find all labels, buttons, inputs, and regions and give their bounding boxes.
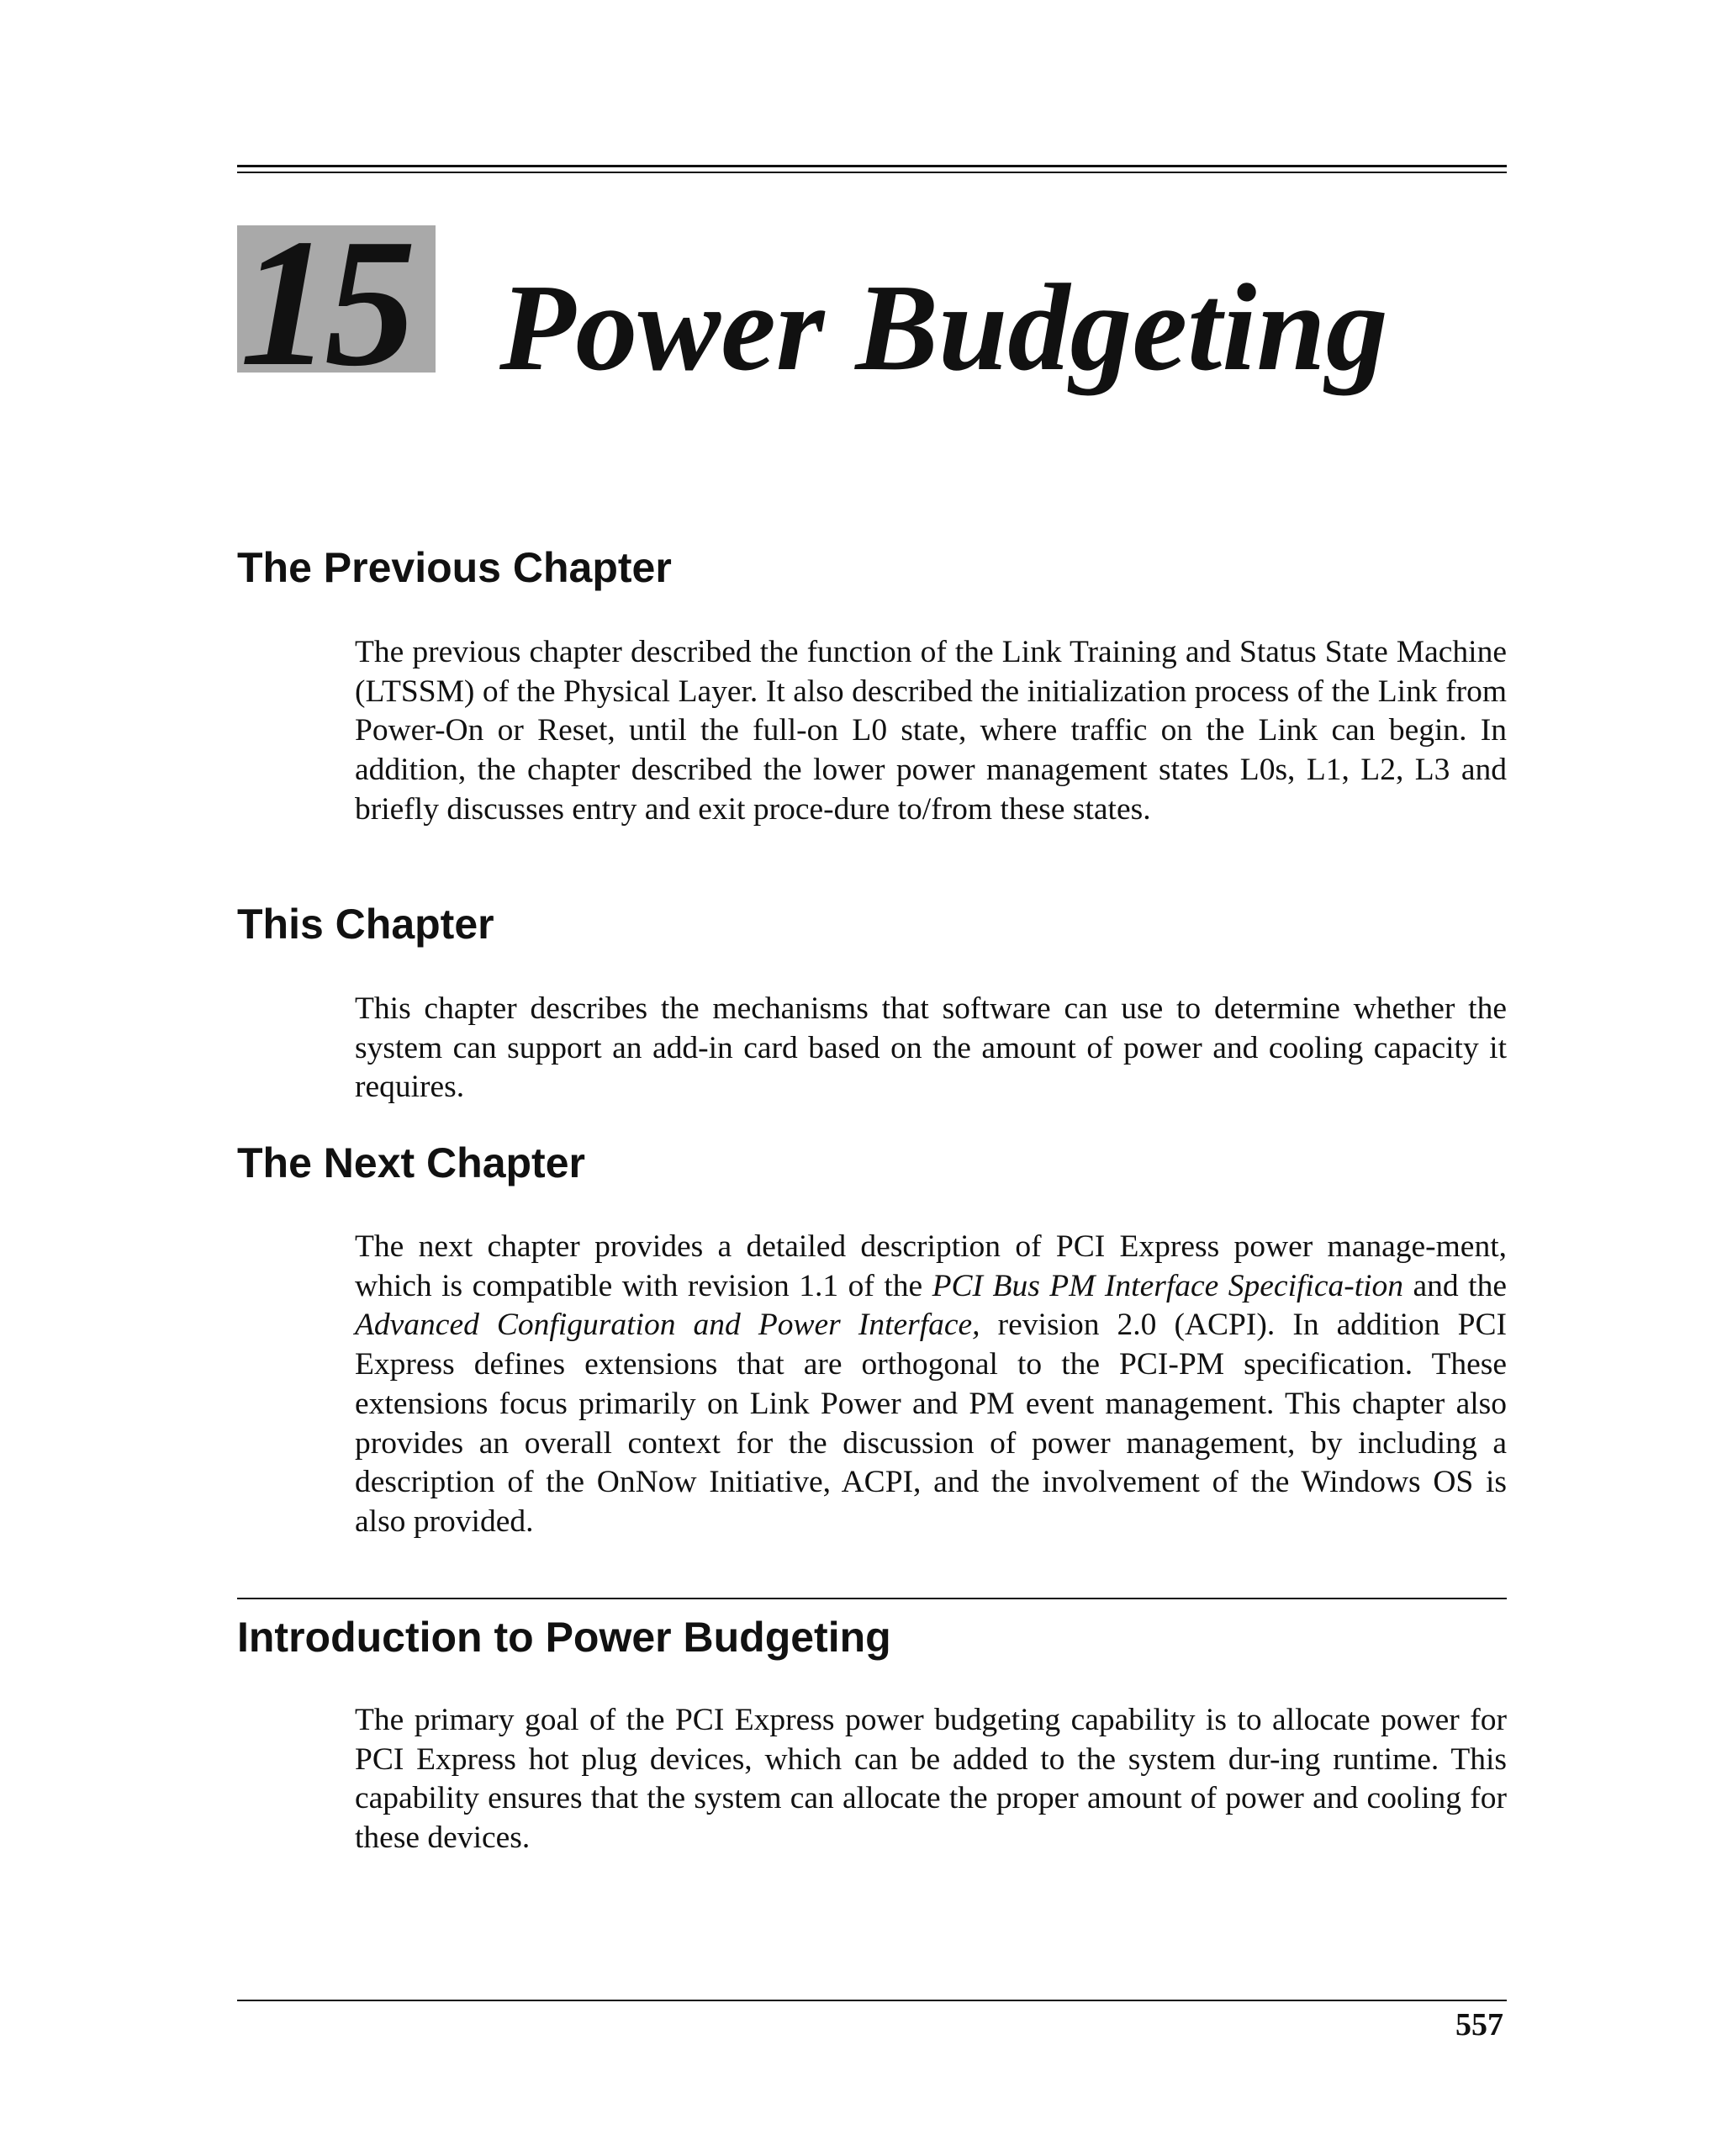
section-divider-rule [237, 1598, 1507, 1599]
section-heading-previous-chapter: The Previous Chapter [237, 544, 672, 591]
section-paragraph-previous-chapter: The previous chapter described the function of the Link Training and Status State Machine (LTSSM) of the Physical Layer. It also described the initialization process of the Link from Power-On or Reset, until the full-on L0 state, where traffic on the Link can begin. In addition, the chapter described the lower power management states L0s, L1, L2, L3 and briefly discusses entry and exit proce-dure to/from these states. [355, 635, 1507, 827]
italic-spec-title: PCI Bus PM Interface Specifica-tion [932, 1268, 1404, 1303]
paragraph-text: revision 2.0 (ACPI). In addition PCI Express defines extensions that are orthogonal to the PCI-PM specification. These extensions focus primarily on Link Power and PM event management. This chapter also provides an overall context for the discussion of power management, by including a description of the OnNow Initiative, ACPI, and the involvement of the Windows OS is also provided. [355, 1308, 1507, 1539]
section-heading-introduction: Introduction to Power Budgeting [237, 1614, 891, 1661]
chapter-title: Power Budgeting [499, 259, 1388, 397]
section-paragraph-next-chapter [355, 1228, 1507, 1542]
chapter-number: 15 [240, 202, 409, 404]
page-number: 557 [1455, 2007, 1503, 2042]
paragraph-text: and the [1403, 1268, 1507, 1303]
header-double-rule-top [237, 165, 1507, 167]
footer-rule [237, 2000, 1507, 2001]
header-double-rule-bottom [237, 172, 1507, 173]
paragraph-text: The next chapter provides a detailed description of PCI Express power manage-ment, which is compatible with revision 1.1 of the [355, 1229, 1507, 1303]
italic-acpi-title: Advanced Configuration and Power Interface, [355, 1308, 980, 1343]
section-heading-next-chapter: The Next Chapter [237, 1139, 585, 1186]
section-paragraph-introduction: The primary goal of the PCI Express power budgeting capability is to allocate power for PCI Express hot plug devices, which can be added to the system dur-ing runtime. This capability ensures that the system can allocate the proper amount of power and cooling for these devices. [355, 1703, 1507, 1856]
section-paragraph-this-chapter: This chapter describes the mechanisms that software can use to determine whether the system can support an add-in card based on the amount of power and cooling capacity it requires. [355, 991, 1507, 1105]
section-heading-this-chapter: This Chapter [237, 901, 494, 948]
